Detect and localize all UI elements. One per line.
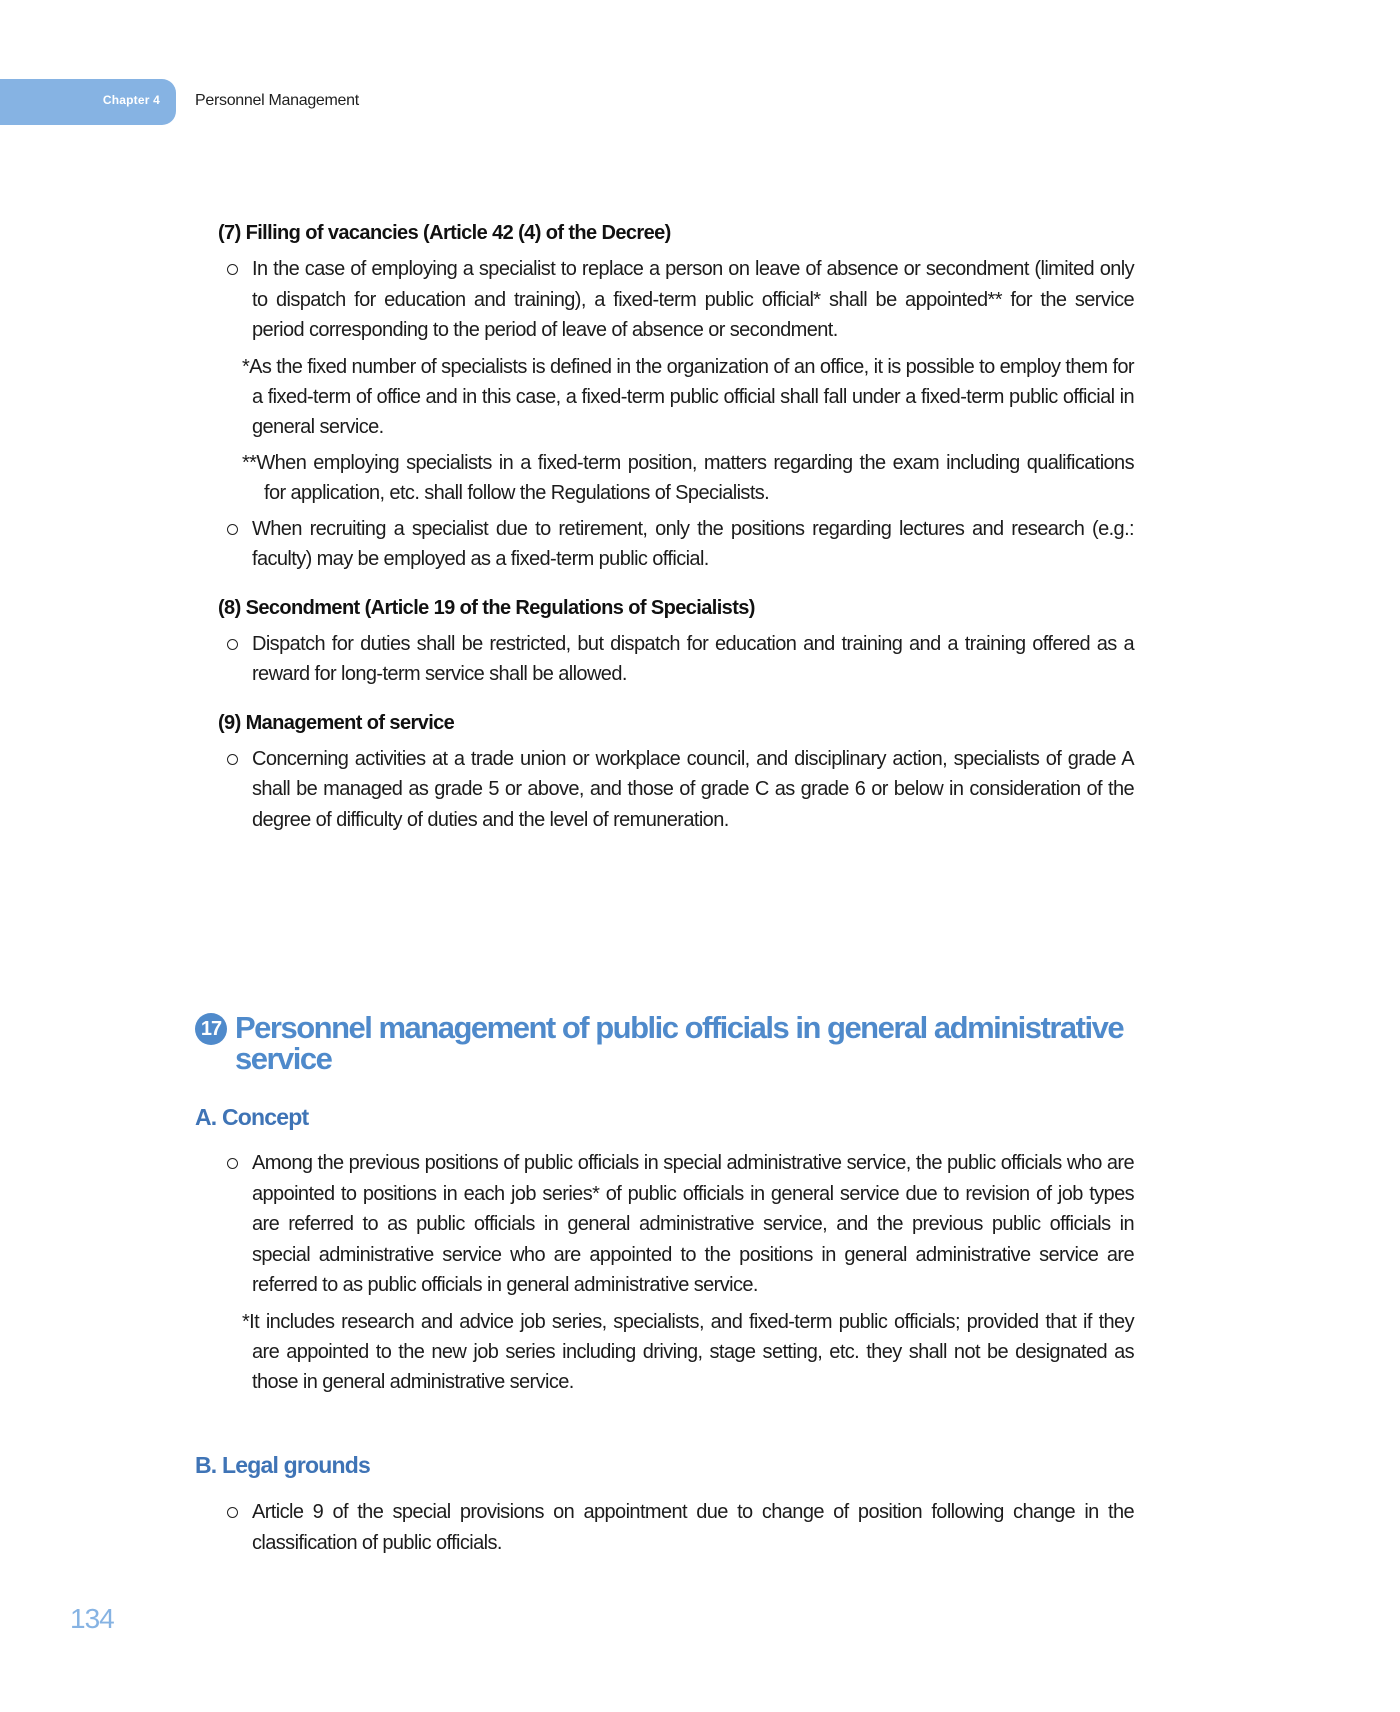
list-item: Concerning activities at a trade union or workplace council, and disciplinary action, specialists of grade A shall be managed as grade 5 or above, and those of grade C as grade 6 or below in consideration of the degree of difficulty of duties and the level of remuneration. — [227, 744, 1134, 836]
list-item: Article 9 of the special provisions on appointment due to change of position following change in the classification of public officials. — [227, 1497, 1134, 1558]
heading-filling-vacancies: (7) Filling of vacancies (Article 42 (4) of the Decree) — [218, 222, 671, 244]
section-number-badge: 17 — [195, 1013, 227, 1045]
section-title-text: Personnel management of public officials in general administrative service — [235, 1010, 1124, 1076]
legal-grounds-block — [218, 1497, 1134, 1558]
footnote: *It includes research and advice job series, specialists, and fixed-term public officials; provided that if they are appointed to the new job series including driving, stage setting, etc. they shall not be designated as those in general administrative service. — [242, 1310, 1134, 1393]
circle-bullet-icon — [227, 524, 238, 535]
list-item: Dispatch for duties shall be restricted, but dispatch for education and training and a training offered as a reward for long-term service shall be allowed. — [227, 629, 1134, 690]
list-item: Among the previous positions of public officials in special administrative service, the public officials who are appointed to positions in each job series* of public officials in general service due to revision of job types are referred to as public officials in general administrative service, and the previous public officials in special administrative service who are appointed to the positions in general administrative service are referred to as public officials in general administrative service. — [227, 1148, 1134, 1301]
circle-bullet-icon — [227, 754, 238, 765]
page-number: 134 — [70, 1603, 114, 1634]
chapter-label: Chapter 4 — [102, 93, 160, 107]
running-head-title: Personnel Management — [195, 92, 359, 109]
footnote: *As the fixed number of specialists is defined in the organization of an office, it is possible to employ them for a fixed-term of office and in this case, a fixed-term public official shall fall under a fixed-term public official in general service. — [242, 355, 1134, 438]
heading-management-of-service: (9) Management of service — [218, 711, 455, 734]
circle-bullet-icon — [227, 1158, 238, 1169]
list-item: When recruiting a specialist due to retirement, only the positions regarding lectures and research (e.g.: faculty) may be employed as a fixed-term public official. — [227, 514, 1134, 575]
heading-secondment: (8) Secondment (Article 19 of the Regulations of Specialists) — [218, 596, 755, 619]
circle-bullet-icon — [227, 639, 238, 650]
circle-bullet-icon — [227, 264, 238, 275]
heading-concept: A. Concept — [195, 1104, 309, 1130]
list-item: In the case of employing a specialist to replace a person on leave of absence or secondment (limited only to dispatch for education and training), a fixed-term public official* shall be appointed** for the service period corresponding to the period of leave of absence or secondment. — [227, 254, 1134, 346]
chapter-tab — [0, 79, 176, 125]
circle-bullet-icon — [227, 1507, 238, 1518]
concept-block — [218, 1148, 1134, 1397]
footnote: **When employing specialists in a fixed-term position, matters regarding the exam including qualifications for application, etc. shall follow the Regulations of Specialists. — [242, 451, 1134, 504]
main-content — [218, 218, 1134, 835]
heading-legal-grounds: B. Legal grounds — [195, 1452, 371, 1478]
